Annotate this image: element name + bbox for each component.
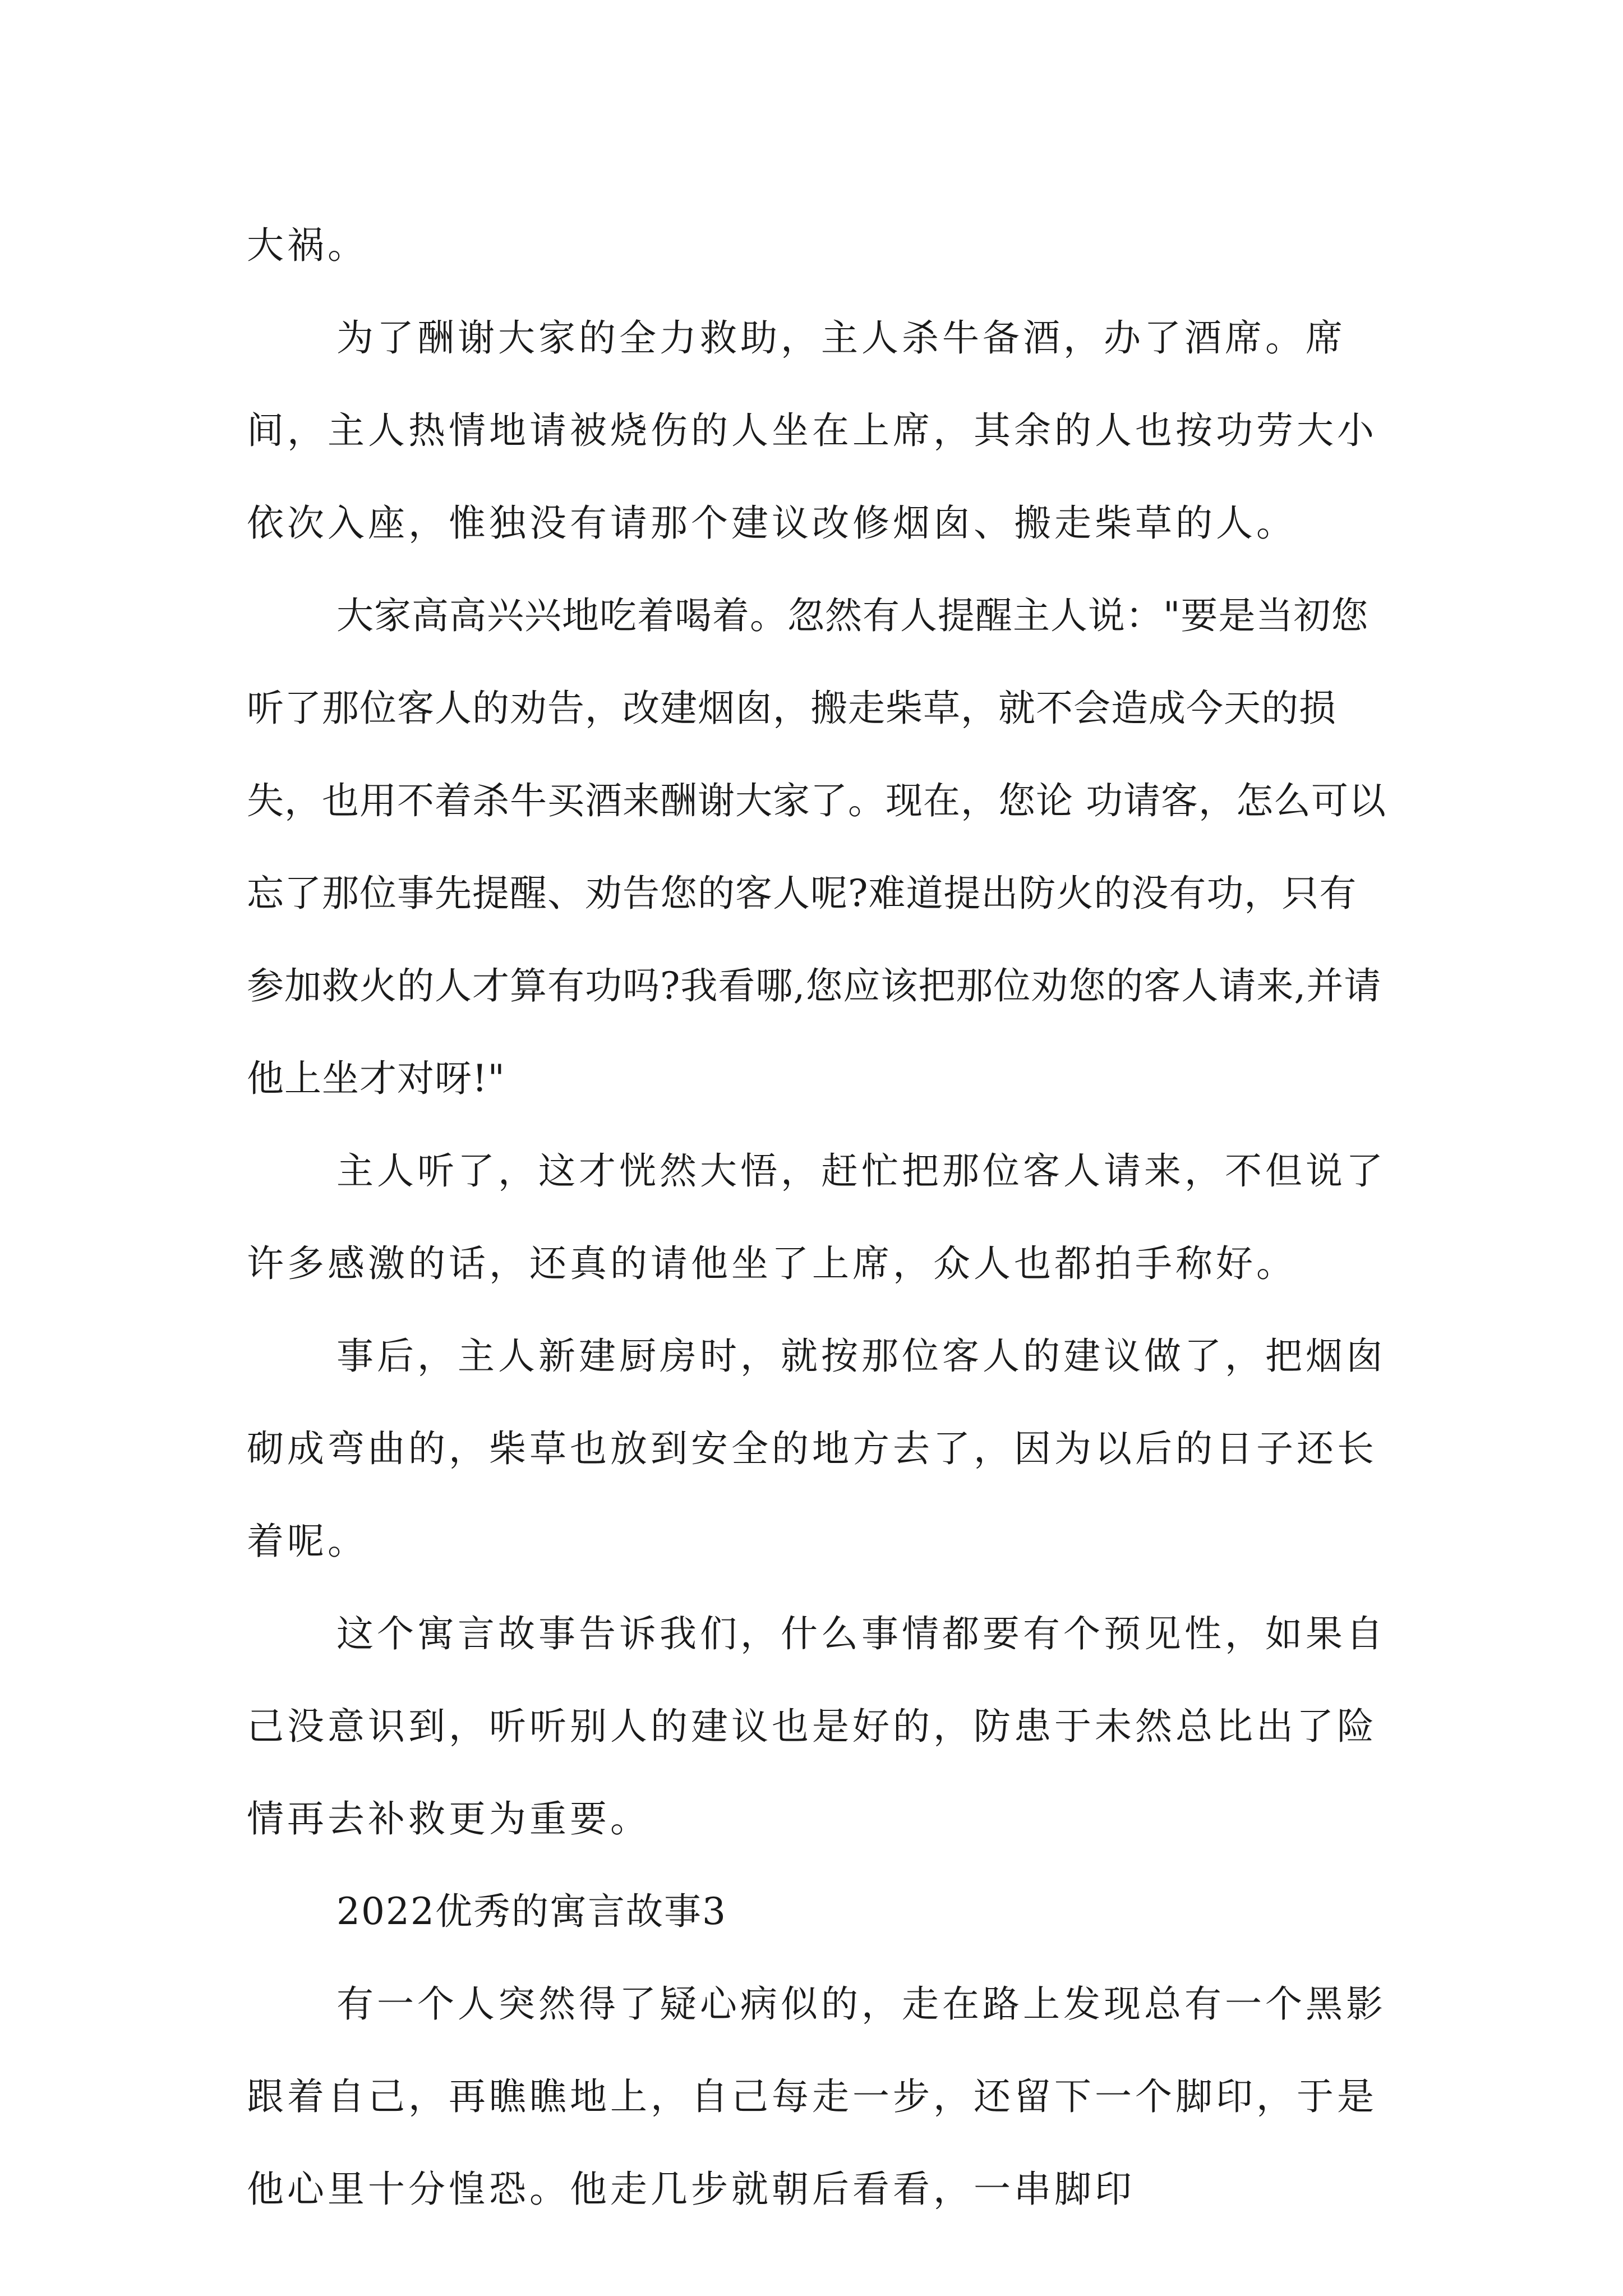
paragraph-story-three: 有一个人突然得了疑心病似的，走在路上发现总有一个黑影跟着自己，再瞧瞧地上，自己每走一步，还留下一个脚印，于是他心里十分惶恐。他走几步就朝后看看，一串脚印 [247,1982,1386,2211]
story-heading: 2022优秀的寓言故事3 [336,1890,727,1933]
document-body [247,199,1391,2235]
paragraph-moral: 这个寓言故事告诉我们，什么事情都要有个预见性，如果自己没意识到，听听别人的建议也是好的，防患于未然总比出了险情再去补救更为重要。 [247,1612,1386,1841]
paragraph-reminder: 大家高高兴兴地吃着喝着。忽然有人提醒主人说："要是当初您听了那位客人的劝告，改建烟囱，搬走柴草，就不会造成今天的损失，也用不着杀牛买酒来酬谢大家了。现在，您论 功请客，怎么可以忘了那位事先提醒、劝告您的客人呢?难道提出防火的没有功，只有参加救火的人才算有功吗?我看哪,您应该把那位劝您的客人请来,并请他上坐才对呀!" [247,594,1386,1100]
paragraph-continuation: 大祸。 [247,224,368,267]
paragraph-realization: 主人听了，这才恍然大悟，赶忙把那位客人请来，不但说了许多感激的话，还真的请他坐了上席，众人也都拍手称好。 [247,1149,1386,1285]
paragraph-aftermath: 事后，主人新建厨房时，就按那位客人的建议做了，把烟囱砌成弯曲的，柴草也放到安全的地方去了，因为以后的日子还长着呢。 [247,1335,1386,1563]
paragraph-banquet: 为了酬谢大家的全力救助，主人杀牛备酒，办了酒席。席间，主人热情地请被烧伤的人坐在上席，其余的人也按功劳大小依次入座，惟独没有请那个建议改修烟囱、搬走柴草的人。 [247,316,1377,545]
